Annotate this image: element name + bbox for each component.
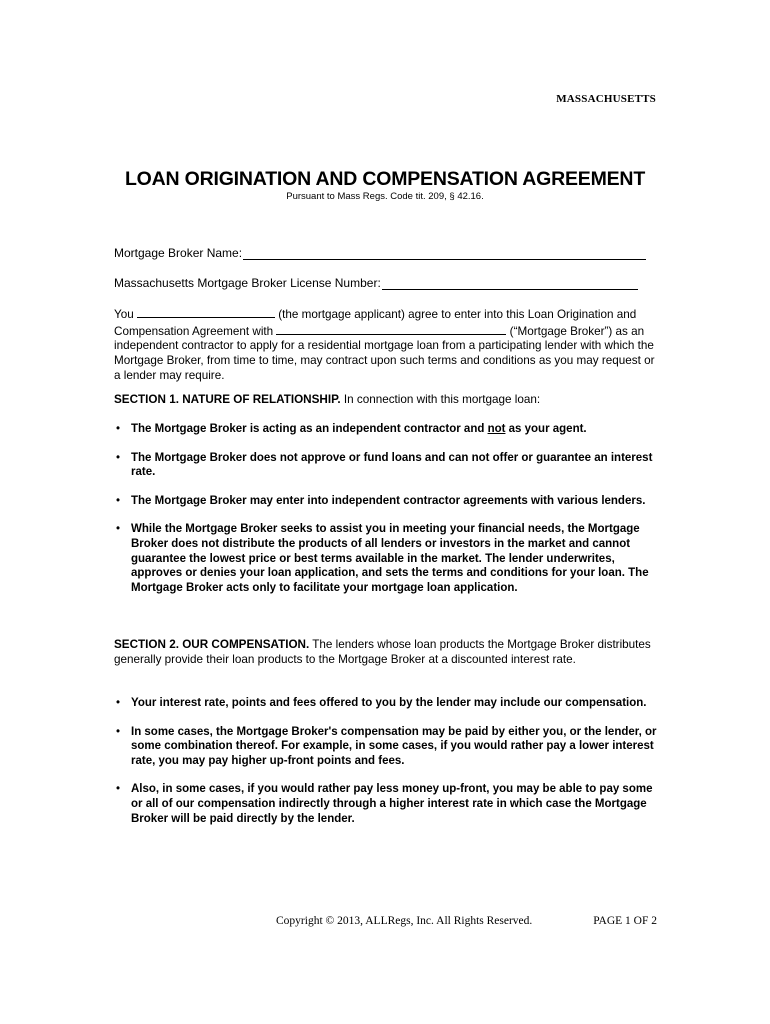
state-header: MASSACHUSETTS (556, 93, 656, 105)
bullet-text: Also, in some cases, if you would rather pay less money up-front, you may be able to pay some or all of our compensation indirectly through a higher interest rate in which case the Mortgage Broker will be paid directly by the lender. (131, 783, 653, 825)
bullet-text-end: as your agent. (505, 423, 587, 435)
bullet-icon: • (116, 494, 121, 507)
intro-paragraph (114, 306, 659, 384)
copyright-footer: Copyright © 2013, ALLRegs, Inc. All Rights Reserved. (276, 915, 533, 927)
bullet-icon: • (116, 725, 121, 738)
broker-name-field (114, 246, 646, 260)
intro-part2: (“Mortgage Broker”) as an independent contractor to apply for a residential mortgage loan from a participating lender with which the Mortgage Broker, from time to time, may contract upon such terms and conditions as you may request or a lender may require. (114, 324, 655, 382)
section2-intro (114, 638, 659, 667)
broker-name-label: Mortgage Broker Name: (114, 246, 243, 260)
list-item (114, 451, 659, 480)
license-field (114, 276, 638, 290)
bullet-text: The Mortgage Broker is acting as an independent contractor and (131, 423, 488, 435)
section1-text: In connection with this mortgage loan: (343, 393, 541, 406)
bullet-icon: • (116, 523, 121, 536)
document-subtitle: Pursuant to Mass Regs. Code tit. 209, § 42.16. (286, 191, 484, 202)
section2-text: The lenders whose loan products the Mortgage Broker distributes generally provide their loan products to the Mortgage Broker at a discounted interest rate. (114, 638, 651, 666)
section1-intro (114, 393, 659, 408)
list-item (114, 422, 659, 437)
bullet-icon: • (116, 783, 121, 796)
list-item (114, 725, 659, 769)
intro-you: You (114, 308, 134, 321)
bullet-icon: • (116, 423, 121, 435)
license-blank[interactable] (382, 277, 638, 290)
license-label: Massachusetts Mortgage Broker License Number: (114, 276, 381, 290)
page-number: PAGE 1 OF 2 (593, 915, 657, 927)
bullet-text: While the Mortgage Broker seeks to assist you in meeting your financial needs, the Mortgage Broker does not distribute the products of all lenders or investors in the market and cannot guarantee the lowest price or best terms available in the market. The lender underwrites, approves or denies your loan application, and sets the terms and conditions for your loan. The Mortgage Broker acts only to facilitate your mortgage loan application. (131, 523, 649, 594)
bullet-text: The Mortgage Broker does not approve or fund loans and can not offer or guarantee an interest rate. (131, 451, 653, 479)
list-item (114, 696, 659, 711)
list-item (114, 494, 659, 509)
section2-heading: SECTION 2. OUR COMPENSATION. (114, 638, 310, 651)
bullet-text: In some cases, the Mortgage Broker's compensation may be paid by either you, or the lender, or some combination thereof. For example, in some cases, if you would rather pay a lower interest rate, you may pay higher up-front points and fees. (131, 725, 657, 767)
list-item (114, 522, 659, 595)
bullet-emphasis: not (487, 423, 506, 435)
document-title: LOAN ORIGINATION AND COMPENSATION AGREEMENT (124, 168, 646, 190)
section2-bullet-list (114, 696, 659, 826)
broker-blank[interactable] (276, 323, 506, 335)
broker-name-blank[interactable] (243, 247, 646, 260)
intro-part1: (the mortgage applicant) agree to enter into this Loan Origination and Compensation Agreement with (114, 308, 637, 338)
bullet-text: Your interest rate, points and fees offered to you by the lender may include our compensation. (131, 697, 647, 709)
list-item (114, 782, 659, 826)
bullet-icon: • (116, 451, 121, 464)
bullet-icon: • (116, 697, 121, 709)
bullet-text: The Mortgage Broker may enter into independent contractor agreements with various lenders. (131, 494, 646, 507)
applicant-blank[interactable] (137, 306, 275, 318)
section1-bullet-list (114, 422, 659, 595)
section1-heading: SECTION 1. NATURE OF RELATIONSHIP. (114, 393, 341, 406)
